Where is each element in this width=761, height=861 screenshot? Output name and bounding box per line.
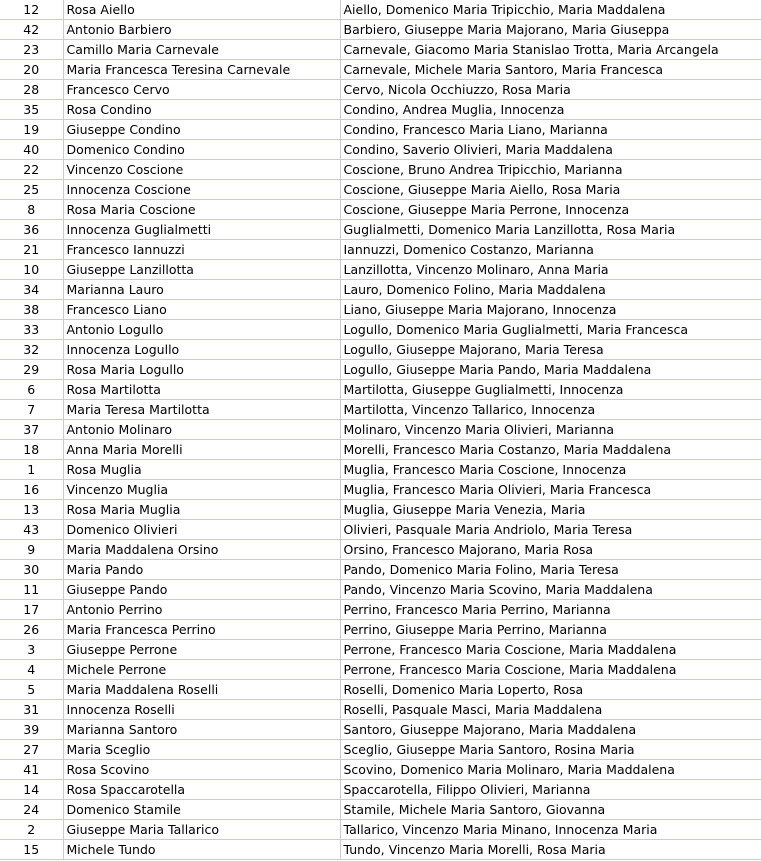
cell-number[interactable]: 16	[0, 480, 63, 500]
cell-person-name[interactable]: Maria Maddalena Orsino	[63, 540, 340, 560]
cell-number[interactable]: 37	[0, 420, 63, 440]
cell-parents[interactable]: Carnevale, Michele Maria Santoro, Maria Francesca	[340, 60, 761, 80]
cell-parents[interactable]: Molinaro, Vincenzo Maria Olivieri, Marianna	[340, 420, 761, 440]
cell-parents[interactable]: Iannuzzi, Domenico Costanzo, Marianna	[340, 240, 761, 260]
cell-parents[interactable]: Martilotta, Vincenzo Tallarico, Innocenza	[340, 400, 761, 420]
cell-number[interactable]: 2	[0, 820, 63, 840]
cell-person-name[interactable]: Antonio Logullo	[63, 320, 340, 340]
cell-person-name[interactable]: Domenico Stamile	[63, 800, 340, 820]
cell-number[interactable]: 40	[0, 140, 63, 160]
cell-person-name[interactable]: Innocenza Guglialmetti	[63, 220, 340, 240]
table-row[interactable]	[0, 760, 761, 780]
cell-person-name[interactable]: Vincenzo Coscione	[63, 160, 340, 180]
cell-number[interactable]: 19	[0, 120, 63, 140]
cell-number[interactable]: 35	[0, 100, 63, 120]
cell-person-name[interactable]: Rosa Aiello	[63, 0, 340, 20]
table-row[interactable]	[0, 560, 761, 580]
cell-number[interactable]: 27	[0, 740, 63, 760]
cell-number[interactable]: 34	[0, 280, 63, 300]
cell-number[interactable]: 5	[0, 680, 63, 700]
cell-parents[interactable]: Stamile, Michele Maria Santoro, Giovanna	[340, 800, 761, 820]
cell-number[interactable]: 10	[0, 260, 63, 280]
cell-parents[interactable]: Santoro, Giuseppe Majorano, Maria Maddalena	[340, 720, 761, 740]
cell-parents[interactable]: Condino, Andrea Muglia, Innocenza	[340, 100, 761, 120]
cell-number[interactable]: 22	[0, 160, 63, 180]
cell-number[interactable]: 42	[0, 20, 63, 40]
cell-person-name[interactable]: Maria Sceglio	[63, 740, 340, 760]
cell-number[interactable]: 38	[0, 300, 63, 320]
cell-number[interactable]: 15	[0, 840, 63, 860]
cell-person-name[interactable]: Marianna Santoro	[63, 720, 340, 740]
cell-person-name[interactable]: Rosa Condino	[63, 100, 340, 120]
cell-parents[interactable]: Morelli, Francesco Maria Costanzo, Maria Maddalena	[340, 440, 761, 460]
cell-parents[interactable]: Coscione, Bruno Andrea Tripicchio, Marianna	[340, 160, 761, 180]
cell-number[interactable]: 7	[0, 400, 63, 420]
cell-parents[interactable]: Martilotta, Giuseppe Guglialmetti, Innocenza	[340, 380, 761, 400]
cell-parents[interactable]: Aiello, Domenico Maria Tripicchio, Maria Maddalena	[340, 0, 761, 20]
cell-parents[interactable]: Roselli, Domenico Maria Loperto, Rosa	[340, 680, 761, 700]
cell-parents[interactable]: Barbiero, Giuseppe Maria Majorano, Maria Giuseppa	[340, 20, 761, 40]
table-row[interactable]	[0, 240, 761, 260]
cell-number[interactable]: 41	[0, 760, 63, 780]
cell-number[interactable]: 1	[0, 460, 63, 480]
cell-parents[interactable]: Tallarico, Vincenzo Maria Minano, Innocenza Maria	[340, 820, 761, 840]
cell-parents[interactable]: Perrone, Francesco Maria Coscione, Maria Maddalena	[340, 640, 761, 660]
cell-person-name[interactable]: Antonio Molinaro	[63, 420, 340, 440]
cell-parents[interactable]: Olivieri, Pasquale Maria Andriolo, Maria Teresa	[340, 520, 761, 540]
cell-number[interactable]: 18	[0, 440, 63, 460]
cell-person-name[interactable]: Innocenza Coscione	[63, 180, 340, 200]
cell-parents[interactable]: Scovino, Domenico Maria Molinaro, Maria Maddalena	[340, 760, 761, 780]
cell-parents[interactable]: Logullo, Domenico Maria Guglialmetti, Maria Francesca	[340, 320, 761, 340]
cell-person-name[interactable]: Michele Perrone	[63, 660, 340, 680]
cell-person-name[interactable]: Innocenza Roselli	[63, 700, 340, 720]
cell-parents[interactable]: Muglia, Giuseppe Maria Venezia, Maria	[340, 500, 761, 520]
cell-person-name[interactable]: Rosa Martilotta	[63, 380, 340, 400]
cell-number[interactable]: 21	[0, 240, 63, 260]
cell-parents[interactable]: Cervo, Nicola Occhiuzzo, Rosa Maria	[340, 80, 761, 100]
table-row[interactable]	[0, 60, 761, 80]
table-row[interactable]	[0, 120, 761, 140]
cell-parents[interactable]: Perrino, Francesco Maria Perrino, Marianna	[340, 600, 761, 620]
table-row[interactable]	[0, 400, 761, 420]
table-row[interactable]	[0, 740, 761, 760]
cell-number[interactable]: 6	[0, 380, 63, 400]
cell-number[interactable]: 13	[0, 500, 63, 520]
table-row[interactable]	[0, 680, 761, 700]
cell-number[interactable]: 8	[0, 200, 63, 220]
cell-person-name[interactable]: Rosa Maria Logullo	[63, 360, 340, 380]
cell-person-name[interactable]: Rosa Muglia	[63, 460, 340, 480]
cell-number[interactable]: 14	[0, 780, 63, 800]
cell-number[interactable]: 32	[0, 340, 63, 360]
cell-person-name[interactable]: Antonio Barbiero	[63, 20, 340, 40]
cell-parents[interactable]: Spaccarotella, Filippo Olivieri, Marianna	[340, 780, 761, 800]
table-row[interactable]	[0, 360, 761, 380]
table-row[interactable]	[0, 480, 761, 500]
table-row[interactable]	[0, 460, 761, 480]
cell-parents[interactable]: Coscione, Giuseppe Maria Perrone, Innocenza	[340, 200, 761, 220]
cell-number[interactable]: 28	[0, 80, 63, 100]
cell-number[interactable]: 39	[0, 720, 63, 740]
cell-number[interactable]: 20	[0, 60, 63, 80]
cell-parents[interactable]: Perrino, Giuseppe Maria Perrino, Marianna	[340, 620, 761, 640]
cell-number[interactable]: 29	[0, 360, 63, 380]
table-row[interactable]	[0, 220, 761, 240]
cell-person-name[interactable]: Francesco Iannuzzi	[63, 240, 340, 260]
cell-parents[interactable]: Liano, Giuseppe Maria Majorano, Innocenza	[340, 300, 761, 320]
table-row[interactable]	[0, 200, 761, 220]
cell-person-name[interactable]: Maria Maddalena Roselli	[63, 680, 340, 700]
cell-person-name[interactable]: Rosa Maria Coscione	[63, 200, 340, 220]
cell-person-name[interactable]: Anna Maria Morelli	[63, 440, 340, 460]
cell-number[interactable]: 26	[0, 620, 63, 640]
table-row[interactable]	[0, 300, 761, 320]
table-row[interactable]	[0, 820, 761, 840]
cell-person-name[interactable]: Giuseppe Condino	[63, 120, 340, 140]
cell-person-name[interactable]: Antonio Perrino	[63, 600, 340, 620]
cell-person-name[interactable]: Domenico Olivieri	[63, 520, 340, 540]
cell-person-name[interactable]: Innocenza Logullo	[63, 340, 340, 360]
table-row[interactable]	[0, 700, 761, 720]
table-row[interactable]	[0, 260, 761, 280]
cell-person-name[interactable]: Maria Teresa Martilotta	[63, 400, 340, 420]
table-row[interactable]	[0, 420, 761, 440]
cell-person-name[interactable]: Marianna Lauro	[63, 280, 340, 300]
cell-number[interactable]: 4	[0, 660, 63, 680]
cell-person-name[interactable]: Maria Pando	[63, 560, 340, 580]
table-row[interactable]	[0, 20, 761, 40]
cell-number[interactable]: 11	[0, 580, 63, 600]
cell-person-name[interactable]: Giuseppe Pando	[63, 580, 340, 600]
cell-number[interactable]: 24	[0, 800, 63, 820]
cell-parents[interactable]: Logullo, Giuseppe Maria Pando, Maria Maddalena	[340, 360, 761, 380]
cell-parents[interactable]: Pando, Domenico Maria Folino, Maria Teresa	[340, 560, 761, 580]
cell-parents[interactable]: Tundo, Vincenzo Maria Morelli, Rosa Maria	[340, 840, 761, 860]
cell-person-name[interactable]: Vincenzo Muglia	[63, 480, 340, 500]
table-row[interactable]	[0, 340, 761, 360]
table-row[interactable]	[0, 440, 761, 460]
cell-number[interactable]: 25	[0, 180, 63, 200]
table-row[interactable]	[0, 800, 761, 820]
cell-number[interactable]: 31	[0, 700, 63, 720]
cell-parents[interactable]: Muglia, Francesco Maria Coscione, Innocenza	[340, 460, 761, 480]
cell-person-name[interactable]: Michele Tundo	[63, 840, 340, 860]
cell-number[interactable]: 43	[0, 520, 63, 540]
cell-parents[interactable]: Lauro, Domenico Folino, Maria Maddalena	[340, 280, 761, 300]
cell-parents[interactable]: Roselli, Pasquale Masci, Maria Maddalena	[340, 700, 761, 720]
cell-number[interactable]: 36	[0, 220, 63, 240]
cell-parents[interactable]: Pando, Vincenzo Maria Scovino, Maria Maddalena	[340, 580, 761, 600]
cell-parents[interactable]: Muglia, Francesco Maria Olivieri, Maria Francesca	[340, 480, 761, 500]
cell-parents[interactable]: Condino, Saverio Olivieri, Maria Maddalena	[340, 140, 761, 160]
cell-parents[interactable]: Coscione, Giuseppe Maria Aiello, Rosa Maria	[340, 180, 761, 200]
table-row[interactable]	[0, 640, 761, 660]
cell-person-name[interactable]: Maria Francesca Teresina Carnevale	[63, 60, 340, 80]
table-row[interactable]	[0, 720, 761, 740]
cell-person-name[interactable]: Camillo Maria Carnevale	[63, 40, 340, 60]
cell-parents[interactable]: Carnevale, Giacomo Maria Stanislao Trotta, Maria Arcangela	[340, 40, 761, 60]
table-row[interactable]	[0, 380, 761, 400]
table-row[interactable]	[0, 180, 761, 200]
cell-parents[interactable]: Sceglio, Giuseppe Maria Santoro, Rosina Maria	[340, 740, 761, 760]
cell-person-name[interactable]: Maria Francesca Perrino	[63, 620, 340, 640]
table-row[interactable]	[0, 660, 761, 680]
table-row[interactable]	[0, 840, 761, 860]
table-row[interactable]	[0, 500, 761, 520]
cell-person-name[interactable]: Francesco Liano	[63, 300, 340, 320]
cell-number[interactable]: 17	[0, 600, 63, 620]
table-row[interactable]	[0, 600, 761, 620]
cell-number[interactable]: 12	[0, 0, 63, 20]
cell-person-name[interactable]: Francesco Cervo	[63, 80, 340, 100]
table-row[interactable]	[0, 540, 761, 560]
cell-person-name[interactable]: Domenico Condino	[63, 140, 340, 160]
cell-person-name[interactable]: Rosa Maria Muglia	[63, 500, 340, 520]
cell-person-name[interactable]: Giuseppe Lanzillotta	[63, 260, 340, 280]
cell-parents[interactable]: Condino, Francesco Maria Liano, Marianna	[340, 120, 761, 140]
table-row[interactable]	[0, 0, 761, 20]
table-row[interactable]	[0, 520, 761, 540]
cell-person-name[interactable]: Giuseppe Maria Tallarico	[63, 820, 340, 840]
table-row[interactable]	[0, 580, 761, 600]
cell-number[interactable]: 3	[0, 640, 63, 660]
cell-person-name[interactable]: Giuseppe Perrone	[63, 640, 340, 660]
table-row[interactable]	[0, 620, 761, 640]
table-row[interactable]	[0, 40, 761, 60]
cell-parents[interactable]: Logullo, Giuseppe Majorano, Maria Teresa	[340, 340, 761, 360]
cell-parents[interactable]: Guglialmetti, Domenico Maria Lanzillotta, Rosa Maria	[340, 220, 761, 240]
cell-number[interactable]: 30	[0, 560, 63, 580]
cell-person-name[interactable]: Rosa Scovino	[63, 760, 340, 780]
table-row[interactable]	[0, 280, 761, 300]
table-row[interactable]	[0, 320, 761, 340]
table-row[interactable]	[0, 100, 761, 120]
cell-person-name[interactable]: Rosa Spaccarotella	[63, 780, 340, 800]
cell-number[interactable]: 9	[0, 540, 63, 560]
cell-parents[interactable]: Lanzillotta, Vincenzo Molinaro, Anna Maria	[340, 260, 761, 280]
cell-parents[interactable]: Orsino, Francesco Majorano, Maria Rosa	[340, 540, 761, 560]
cell-parents[interactable]: Perrone, Francesco Maria Coscione, Maria Maddalena	[340, 660, 761, 680]
cell-number[interactable]: 33	[0, 320, 63, 340]
table-row[interactable]	[0, 80, 761, 100]
table-row[interactable]	[0, 140, 761, 160]
table-row[interactable]	[0, 160, 761, 180]
cell-number[interactable]: 23	[0, 40, 63, 60]
table-row[interactable]	[0, 780, 761, 800]
